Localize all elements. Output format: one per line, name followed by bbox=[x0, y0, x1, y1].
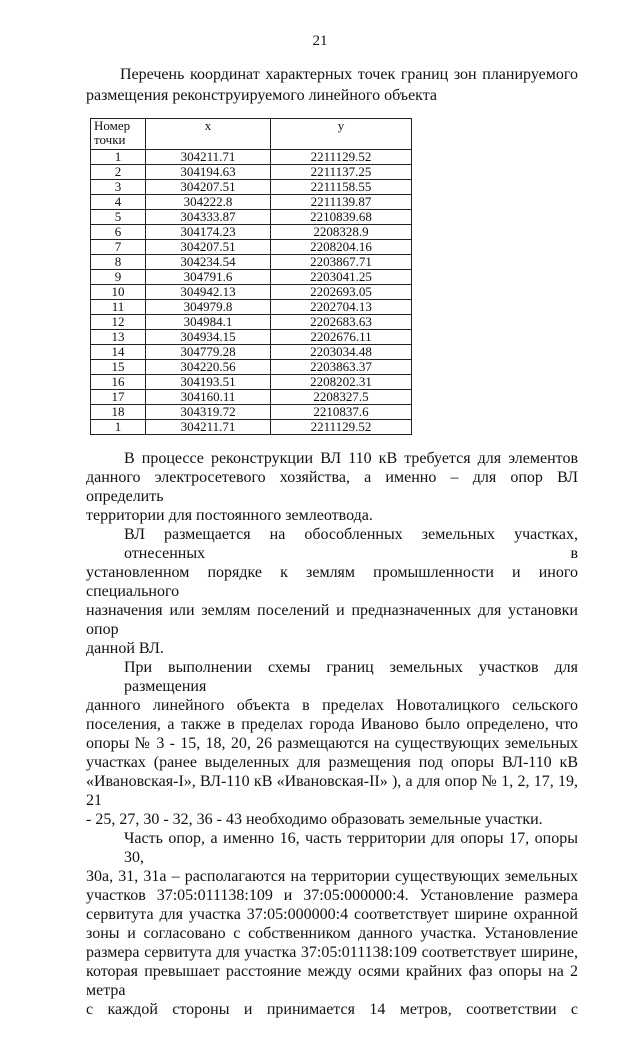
paragraph-line: данной ВЛ. bbox=[86, 640, 164, 657]
header-x: x bbox=[146, 119, 271, 150]
point-number: 6 bbox=[91, 225, 146, 240]
x-value: 304942.13 bbox=[146, 285, 271, 300]
x-value: 304194.63 bbox=[146, 165, 271, 180]
table-row bbox=[91, 210, 412, 225]
table-row bbox=[91, 405, 412, 420]
paragraph-line: территории для постоянного землеотвода. bbox=[86, 507, 373, 524]
table-row bbox=[91, 285, 412, 300]
paragraph-line: размера сервитута для участка 37:05:011138:109 соответствует ширине, bbox=[86, 944, 578, 961]
y-value: 2210837.6 bbox=[271, 405, 412, 420]
table-row bbox=[91, 240, 412, 255]
body-paragraph bbox=[86, 449, 578, 525]
table-row bbox=[91, 255, 412, 270]
point-number: 10 bbox=[91, 285, 146, 300]
point-number: 5 bbox=[91, 210, 146, 225]
x-value: 304211.71 bbox=[146, 150, 271, 165]
x-value: 304979.8 bbox=[146, 300, 271, 315]
header-point-number: Номер точки bbox=[91, 119, 146, 150]
x-value: 304174.23 bbox=[146, 225, 271, 240]
table-row bbox=[91, 375, 412, 390]
paragraph-line: поселения, а также в пределах города Иваново было определено, что bbox=[86, 716, 578, 733]
table-row bbox=[91, 150, 412, 165]
y-value: 2208202.31 bbox=[271, 375, 412, 390]
y-value: 2211137.25 bbox=[271, 165, 412, 180]
point-number: 12 bbox=[91, 315, 146, 330]
point-number: 18 bbox=[91, 405, 146, 420]
table-row bbox=[91, 300, 412, 315]
x-value: 304791.6 bbox=[146, 270, 271, 285]
table-row bbox=[91, 225, 412, 240]
point-number: 11 bbox=[91, 300, 146, 315]
paragraph-line: сервитута для участка 37:05:000000:4 соответствует ширине охранной bbox=[86, 906, 578, 923]
title-line: Перечень координат характерных точек границ зон планируемого bbox=[120, 66, 578, 83]
table-row bbox=[91, 390, 412, 405]
body-paragraph bbox=[86, 829, 578, 1019]
x-value: 304220.56 bbox=[146, 360, 271, 375]
y-value: 2211129.52 bbox=[271, 420, 412, 435]
x-value: 304207.51 bbox=[146, 240, 271, 255]
paragraph-line: зоны и согласовано с собственником данного участка. Установление bbox=[86, 925, 578, 942]
title-line: размещения реконструируемого линейного объекта bbox=[86, 87, 438, 104]
paragraph-line: которая превышает расстояние между осями крайних фаз опоры на 2 метра bbox=[86, 963, 578, 999]
x-value: 304779.28 bbox=[146, 345, 271, 360]
table-row bbox=[91, 360, 412, 375]
paragraph-line: данного линейного объекта в пределах Новоталицкого сельского bbox=[86, 697, 578, 714]
y-value: 2208328.9 bbox=[271, 225, 412, 240]
x-value: 304234.54 bbox=[146, 255, 271, 270]
paragraph-line: - 25, 27, 30 - 32, 36 - 43 необходимо образовать земельные участки. bbox=[86, 811, 543, 828]
point-number: 14 bbox=[91, 345, 146, 360]
point-number: 4 bbox=[91, 195, 146, 210]
y-value: 2208327.5 bbox=[271, 390, 412, 405]
paragraph-line: При выполнении схемы границ земельных участков для размещения bbox=[124, 659, 578, 695]
x-value: 304934.15 bbox=[146, 330, 271, 345]
point-number: 7 bbox=[91, 240, 146, 255]
y-value: 2211158.55 bbox=[271, 180, 412, 195]
paragraph-line: назначения или землям поселений и предназначенных для установки опор bbox=[86, 602, 578, 638]
y-value: 2203041.25 bbox=[271, 270, 412, 285]
table-row bbox=[91, 315, 412, 330]
table-row bbox=[91, 165, 412, 180]
point-number: 1 bbox=[91, 420, 146, 435]
x-value: 304160.11 bbox=[146, 390, 271, 405]
x-value: 304193.51 bbox=[146, 375, 271, 390]
y-value: 2202676.11 bbox=[271, 330, 412, 345]
page-number: 21 bbox=[312, 33, 328, 49]
paragraph-line: данного электросетевого хозяйства, а именно – для опор ВЛ определить bbox=[86, 469, 578, 505]
coordinates-table bbox=[90, 118, 412, 435]
y-value: 2202704.13 bbox=[271, 300, 412, 315]
paragraph-line: с каждой стороны и принимается 14 метров, соответствии с bbox=[86, 1001, 578, 1018]
point-number: 1 bbox=[91, 150, 146, 165]
table-row bbox=[91, 270, 412, 285]
point-number: 17 bbox=[91, 390, 146, 405]
x-value: 304211.71 bbox=[146, 420, 271, 435]
body-text bbox=[86, 449, 578, 1019]
x-value: 304984.1 bbox=[146, 315, 271, 330]
body-paragraph bbox=[86, 658, 578, 829]
table-title bbox=[86, 64, 578, 106]
header-y: y bbox=[271, 119, 412, 150]
x-value: 304333.87 bbox=[146, 210, 271, 225]
paragraph-line: участках (ранее выделенных для размещения под опоры ВЛ-110 кВ bbox=[86, 754, 578, 771]
point-number: 8 bbox=[91, 255, 146, 270]
point-number: 3 bbox=[91, 180, 146, 195]
paragraph-line: Часть опор, а именно 16, часть территории для опоры 17, опоры 30, bbox=[124, 830, 578, 866]
x-value: 304222.8 bbox=[146, 195, 271, 210]
paragraph-line: установленном порядке к землям промышленности и иного специального bbox=[86, 564, 578, 600]
body-paragraph bbox=[86, 525, 578, 658]
table-row bbox=[91, 195, 412, 210]
point-number: 16 bbox=[91, 375, 146, 390]
paragraph-line: В процессе реконструкции ВЛ 110 кВ требуется для элементов bbox=[124, 450, 578, 467]
table-row bbox=[91, 420, 412, 435]
paragraph-line: участков 37:05:011138:109 и 37:05:000000:4. Установление размера bbox=[86, 887, 578, 904]
point-number: 15 bbox=[91, 360, 146, 375]
table-row bbox=[91, 345, 412, 360]
y-value: 2211139.87 bbox=[271, 195, 412, 210]
paragraph-line: опоры № 3 - 15, 18, 20, 26 размещаются на существующих земельных bbox=[86, 735, 578, 752]
y-value: 2202693.05 bbox=[271, 285, 412, 300]
paragraph-line: «Ивановская-I», ВЛ-110 кВ «Ивановская-II» ), а для опор № 1, 2, 17, 19, 21 bbox=[86, 773, 578, 809]
table-row bbox=[91, 330, 412, 345]
table-header-row bbox=[91, 119, 412, 150]
table-row bbox=[91, 180, 412, 195]
x-value: 304207.51 bbox=[146, 180, 271, 195]
y-value: 2203034.48 bbox=[271, 345, 412, 360]
y-value: 2211129.52 bbox=[271, 150, 412, 165]
y-value: 2203863.37 bbox=[271, 360, 412, 375]
point-number: 2 bbox=[91, 165, 146, 180]
point-number: 13 bbox=[91, 330, 146, 345]
point-number: 9 bbox=[91, 270, 146, 285]
y-value: 2210839.68 bbox=[271, 210, 412, 225]
y-value: 2208204.16 bbox=[271, 240, 412, 255]
x-value: 304319.72 bbox=[146, 405, 271, 420]
y-value: 2202683.63 bbox=[271, 315, 412, 330]
paragraph-line: 30а, 31, 31а – располагаются на территории существующих земельных bbox=[86, 868, 578, 885]
y-value: 2203867.71 bbox=[271, 255, 412, 270]
paragraph-line: ВЛ размещается на обособленных земельных участках, отнесенных в bbox=[124, 526, 578, 562]
